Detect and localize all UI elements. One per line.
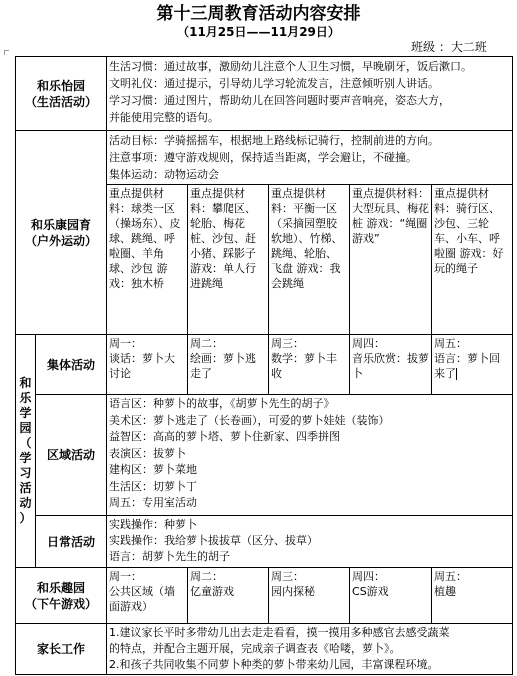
zone-content (107, 395, 513, 516)
section-learn-char: 园 (19, 421, 32, 435)
day-label: 周四： (352, 570, 386, 583)
day-label: 周五： (434, 570, 468, 583)
daily-line: 实践操作：种萝卜 (109, 518, 198, 531)
life-line: 并能使用完整的语句。 (109, 111, 220, 124)
group-day-wed (269, 335, 350, 395)
daily-activity-label: 日常活动 (36, 516, 107, 568)
day-content: 公共区域（墙面游戏） (109, 585, 176, 613)
daily-line: 实践操作：我给萝卜拔拔草（区分、拔草） (109, 534, 319, 547)
day-label: 周三： (271, 337, 305, 350)
fun-day-wed (269, 568, 350, 624)
day-label: 周一： (109, 337, 143, 350)
section-learn-char: 动 (19, 496, 32, 510)
health-area-2: 重点提供材料：攀爬区、轮胎、梅花桩、沙包、赶小猪、踩影子 游戏：单人行进跳绳 (188, 185, 269, 335)
daily-line: 语言：胡萝卜先生的胡子 (109, 550, 231, 563)
zone-line: 生活区：切萝卜丁 (109, 479, 198, 493)
day-content-text: 语言：萝卜回来了 (434, 352, 501, 380)
day-label: 周二： (190, 570, 224, 583)
life-line: 学习习惯：通过图片，帮助幼儿在回答问题时要声音响亮，姿态大方， (109, 94, 451, 107)
section-learn-char: （ (19, 436, 32, 450)
day-label: 周二： (190, 337, 224, 350)
section-health-name: 和乐康园育 (31, 217, 92, 232)
day-content: 数学：萝卜丰收 (271, 352, 338, 380)
health-line: 注意事项：遵守游戏规则，保持适当距离，学会避让，不碰撞。 (109, 151, 418, 164)
day-content: CS游戏 (352, 585, 389, 598)
day-content: 植趣 (434, 585, 457, 598)
zone-line: 周五：专用室活动 (109, 496, 198, 509)
section-learn-char: 习 (19, 466, 32, 480)
fun-day-fri (432, 568, 513, 624)
group-activity-label: 集体活动 (36, 335, 107, 395)
zone-line: 建构区：萝卜菜地 (109, 463, 198, 476)
section-learn-char: 学 (19, 406, 32, 420)
parents-line: 1.建议家长平时多带幼儿出去走走看看，摸一摸用多种感官去感受蔬菜 (109, 626, 450, 639)
zone-activity-label: 区域活动 (36, 395, 107, 516)
section-learn-char: 学 (19, 451, 32, 465)
section-learn-char: ） (19, 511, 32, 525)
daily-content (107, 516, 513, 568)
text-cursor (456, 368, 457, 380)
day-label: 周四： (352, 337, 386, 350)
section-fun-name: 和乐趣园 (37, 580, 86, 595)
group-day-fri[interactable] (432, 335, 513, 395)
day-label: 周三： (271, 570, 305, 583)
group-day-tue (188, 335, 269, 395)
day-label: 周五： (434, 337, 468, 350)
life-content (107, 57, 513, 131)
health-area-3: 重点提供材料：平衡一区（采摘园塑胶软地）、竹梯、跳绳、轮胎、飞盘 游戏：我会跳绳 (269, 185, 350, 335)
section-fun-type: （下午游戏） (25, 596, 98, 611)
schedule-table (15, 56, 513, 675)
fun-day-mon (107, 568, 188, 624)
section-health-label (16, 131, 107, 335)
health-area-4: 重点提供材料：大型玩具、梅花桩 游戏：“绳圈游戏” (350, 185, 432, 335)
section-life-label (16, 57, 107, 131)
zone-line: 表演区：拔萝卜 (109, 446, 187, 460)
health-area-5: 重点提供材料：骑行区、沙包、三轮车、小车、呼啦圈 游戏：好玩的绳子 (432, 185, 513, 335)
section-learn-char: 和 (19, 376, 32, 390)
section-health-type: （户外运动） (25, 233, 98, 248)
date-range: （11月25日——11月29日） (177, 25, 340, 39)
zone-line: 美术区：萝卜逃走了（长卷画），可爱的萝卜娃娃（装饰） (109, 413, 390, 427)
parents-content (107, 624, 513, 675)
class-name: 班级 ：大二班 (411, 40, 487, 54)
day-content: 谈话：萝卜大讨论 (109, 352, 176, 380)
page-corner-mark (4, 50, 9, 55)
group-day-mon (107, 335, 188, 395)
row-learn-group (16, 335, 513, 395)
day-label: 周一： (109, 570, 143, 583)
section-life-name: 和乐怡园 (37, 78, 86, 93)
section-parents-label: 家长工作 (16, 624, 107, 675)
parents-line: 2.和孩子共同收集不同萝卜种类的萝卜带来幼儿园，丰富课程环境。 (109, 658, 439, 671)
section-learn-char: 乐 (19, 391, 32, 405)
section-learn-char: 活 (19, 481, 32, 495)
life-line: 生活习惯：通过故事，激励幼儿注意个人卫生习惯，早晚刷牙，饭后漱口。 (109, 60, 473, 73)
day-content: 亿童游戏 (190, 585, 235, 598)
day-content: 园内探秘 (271, 585, 316, 598)
section-life-type: （生活活动） (25, 94, 98, 109)
row-learn-daily (16, 516, 513, 568)
health-line: 集体运动：动物运动会 (109, 168, 220, 181)
health-line: 活动目标：学骑摇摇车，根据地上路线标记骑行，控制前进的方向。 (109, 134, 440, 147)
section-learn-label (16, 335, 36, 568)
day-content: 绘画：萝卜逃走了 (190, 352, 257, 380)
zone-line: 语言区：种萝卜的故事，《胡萝卜先生的胡子》 (109, 397, 335, 410)
row-fun (16, 568, 513, 624)
row-learn-zones (16, 395, 513, 516)
parents-line: 的特点，并配合主题开展，完成亲子调查表《哈喽，萝卜》。 (109, 642, 401, 655)
page-title: 第十三周教育活动内容安排 (156, 4, 361, 24)
day-content: 音乐欣赏：拔萝卜 (352, 352, 430, 380)
fun-day-thu (350, 568, 432, 624)
health-content (107, 131, 513, 185)
zone-line: 益智区：高高的萝卜塔、萝卜住新家、四季拼图 (109, 430, 341, 443)
fun-day-tue (188, 568, 269, 624)
life-line: 文明礼仪：通过提示，引导幼儿学习轮流发言，注意倾听别人讲话。 (109, 77, 440, 90)
section-fun-label (16, 568, 107, 624)
group-day-thu (350, 335, 432, 395)
row-life (16, 57, 513, 131)
day-content (434, 351, 510, 381)
row-parents (16, 624, 513, 675)
health-area-1: 重点提供材料：球类一区（操场东）、皮球、跳绳、呼啦圈、羊角球、沙包 游戏：独木桥 (107, 185, 188, 335)
row-health-notes (16, 131, 513, 185)
